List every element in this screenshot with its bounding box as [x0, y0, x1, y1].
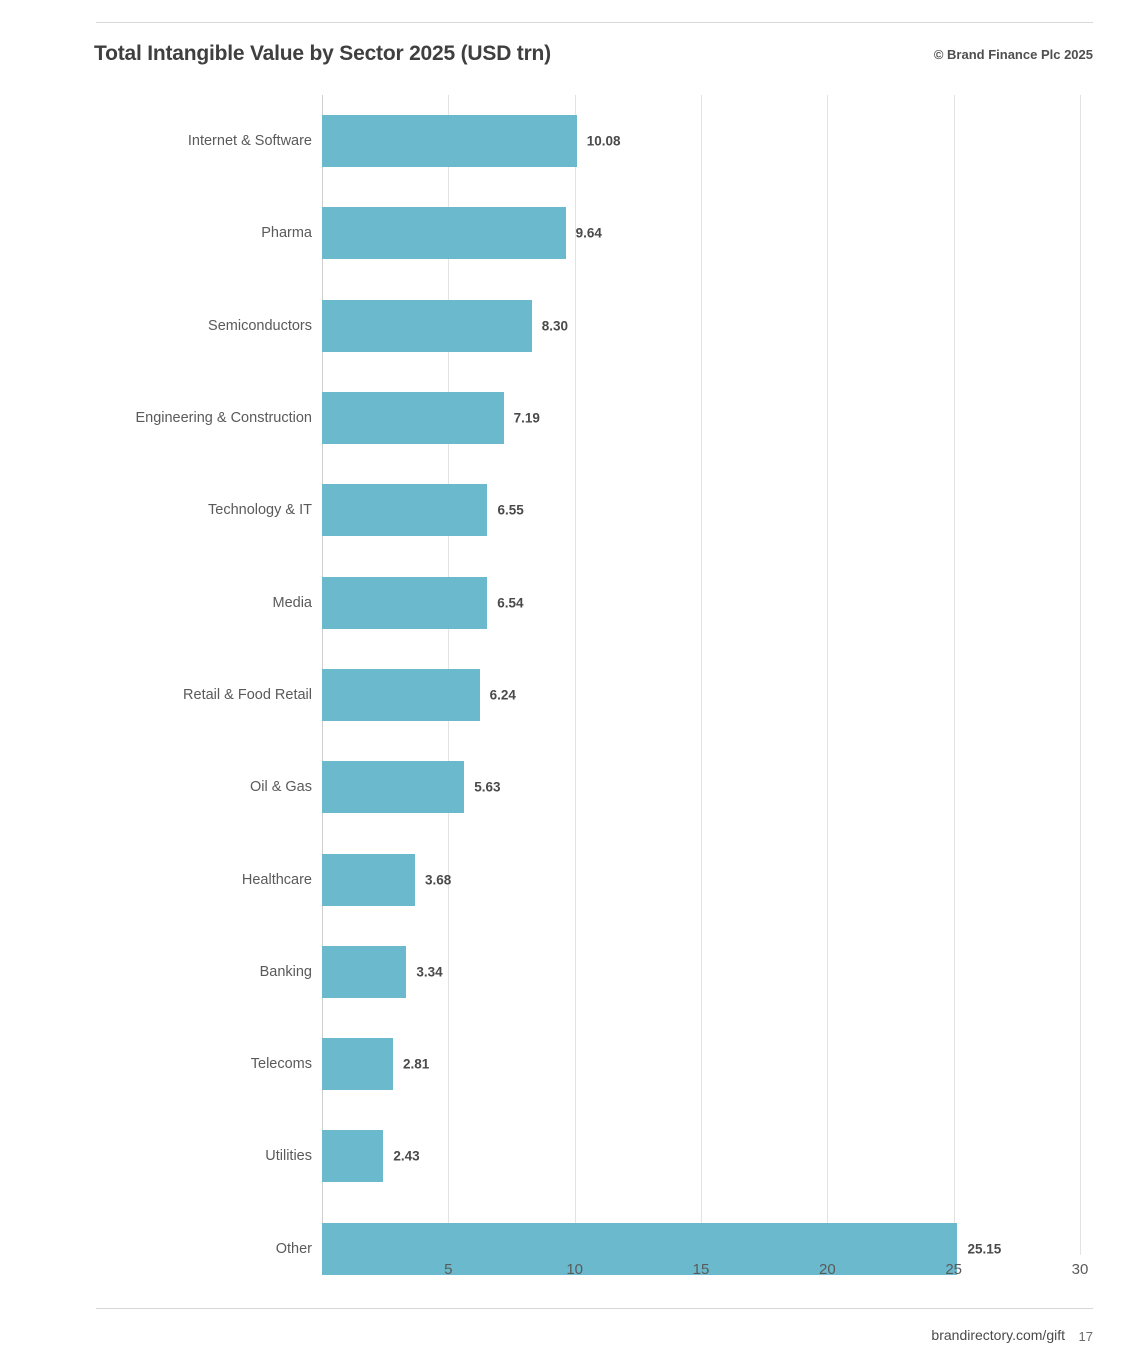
category-label-row: [0, 95, 312, 187]
plot-area: [322, 95, 1080, 1255]
bar-row: [322, 1018, 1080, 1110]
bar[interactable]: [322, 854, 415, 906]
category-label-row: [0, 280, 312, 372]
bar-row: [322, 1110, 1080, 1202]
bar-value-label: 8.30: [541, 318, 568, 334]
bar-row: [322, 741, 1080, 833]
bar[interactable]: [322, 484, 487, 536]
bar-value-label: 3.68: [424, 872, 452, 888]
category-label-row: [0, 1018, 312, 1110]
bar-value-label: 3.34: [416, 964, 443, 980]
bar-value-label: 10.08: [586, 133, 621, 149]
bar[interactable]: [322, 1130, 383, 1182]
category-label: Other: [275, 1240, 312, 1257]
x-axis-tick: 5: [444, 1261, 453, 1278]
bar-value-label: 7.19: [513, 410, 540, 426]
bar-value-label: 6.55: [497, 502, 524, 518]
category-label: Telecoms: [250, 1056, 312, 1073]
top-divider: [96, 22, 1093, 23]
bar-row: [322, 372, 1080, 464]
bar-row: [322, 187, 1080, 279]
bar-row: [322, 280, 1080, 372]
category-label-row: [0, 926, 312, 1018]
category-label: Semiconductors: [208, 317, 312, 334]
bar[interactable]: [322, 300, 532, 352]
category-label-row: [0, 1203, 312, 1295]
category-label: Pharma: [261, 225, 312, 242]
category-labels: [0, 95, 312, 1255]
bar-row: [322, 649, 1080, 741]
category-label: Healthcare: [241, 871, 312, 888]
bar[interactable]: [322, 1038, 393, 1090]
category-label-row: [0, 187, 312, 279]
bar[interactable]: [322, 669, 480, 721]
category-label-row: [0, 464, 312, 556]
x-axis-tick: 20: [818, 1261, 836, 1278]
category-label: Retail & Food Retail: [183, 686, 312, 703]
bar-value-label: 5.63: [474, 779, 501, 795]
category-label: Engineering & Construction: [135, 410, 312, 427]
gridline: [1080, 95, 1081, 1255]
bottom-divider: [96, 1308, 1093, 1309]
bar-row: [322, 833, 1080, 925]
category-label-row: [0, 1110, 312, 1202]
category-label-row: [0, 372, 312, 464]
bar-value-label: 6.54: [497, 595, 524, 611]
bar-value-label: 2.81: [402, 1056, 430, 1072]
bar[interactable]: [322, 115, 577, 167]
category-label: Banking: [259, 963, 312, 980]
bars-container: [322, 95, 1080, 1255]
category-label-row: [0, 649, 312, 741]
category-label-row: [0, 741, 312, 833]
footer-link[interactable]: brandirectory.com/gift: [931, 1327, 1065, 1343]
category-label: Media: [272, 594, 312, 611]
category-label: Oil & Gas: [249, 779, 312, 796]
bar-row: [322, 95, 1080, 187]
bar-value-label: 25.15: [967, 1241, 1002, 1257]
x-axis-tick: 10: [566, 1261, 583, 1278]
copyright-notice: © Brand Finance Plc 2025: [933, 47, 1093, 62]
bar-value-label: 2.43: [393, 1148, 420, 1164]
x-axis-tick: 25: [945, 1261, 962, 1278]
page-title: Total Intangible Value by Sector 2025 (USD trn): [94, 42, 551, 65]
bar-row: [322, 556, 1080, 648]
bar[interactable]: [322, 761, 464, 813]
x-axis-tick: 15: [692, 1261, 710, 1278]
category-label-row: [0, 833, 312, 925]
page-number: 17: [1078, 1329, 1093, 1344]
x-axis: [322, 1255, 1089, 1295]
category-label: Technology & IT: [208, 502, 312, 519]
bar[interactable]: [322, 392, 504, 444]
bar-value-label: 6.24: [489, 687, 516, 703]
category-label-row: [0, 556, 312, 648]
bar[interactable]: [322, 946, 406, 998]
bar[interactable]: [322, 207, 566, 259]
bar-row: [322, 464, 1080, 556]
x-axis-tick: 30: [1071, 1261, 1089, 1278]
category-label: Utilities: [265, 1148, 312, 1165]
category-label: Internet & Software: [187, 133, 312, 150]
bar[interactable]: [322, 577, 487, 629]
bar-value-label: 9.64: [575, 225, 602, 241]
bar-row: [322, 926, 1080, 1018]
